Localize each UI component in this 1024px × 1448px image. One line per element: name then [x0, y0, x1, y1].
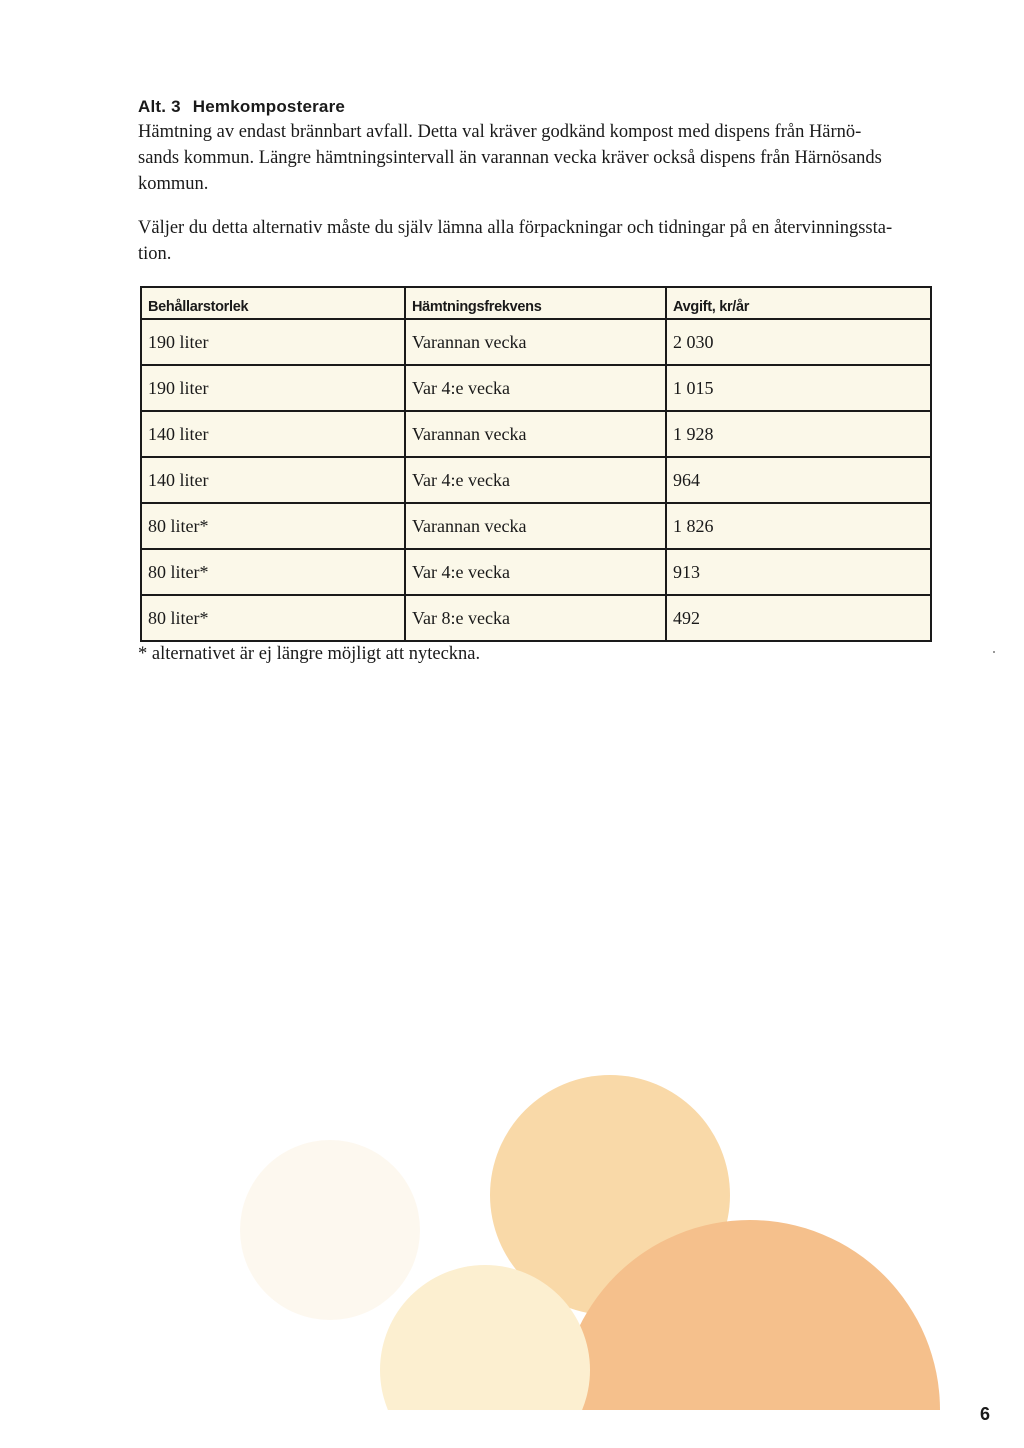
cell-size: 140 liter: [141, 457, 405, 503]
cell-fee: 2 030: [666, 319, 931, 365]
table-row: [141, 595, 931, 641]
section-heading: [138, 97, 345, 117]
decorative-circles: [0, 1040, 1024, 1448]
intro-line: Hämtning av endast brännbart avfall. Detta val kräver godkänd kompost med dispens från Härnö-: [138, 122, 862, 142]
faint-circle: [240, 1140, 420, 1320]
page-number: 6: [980, 1404, 991, 1424]
cell-fee: 492: [666, 595, 931, 641]
footnote: * alternativet är ej längre möjligt att nyteckna.: [138, 644, 481, 664]
table-row: [141, 503, 931, 549]
intro-line: kommun.: [138, 174, 209, 194]
header-container-size: Behållarstorlek: [141, 287, 405, 319]
stray-dot: [993, 651, 995, 653]
table-row: [141, 457, 931, 503]
cell-frequency: Varannan vecka: [405, 411, 666, 457]
table-row: [141, 365, 931, 411]
cell-fee: 964: [666, 457, 931, 503]
section-title: Hemkomposterare: [192, 97, 346, 116]
cell-size: 190 liter: [141, 319, 405, 365]
note-line: tion.: [138, 244, 172, 264]
cell-frequency: Var 8:e vecka: [405, 595, 666, 641]
cell-frequency: Var 4:e vecka: [405, 549, 666, 595]
cell-frequency: Var 4:e vecka: [405, 457, 666, 503]
cell-fee: 913: [666, 549, 931, 595]
cell-size: 80 liter*: [141, 503, 405, 549]
cell-frequency: Varannan vecka: [405, 503, 666, 549]
table-row: [141, 549, 931, 595]
cell-fee: 1 928: [666, 411, 931, 457]
note-line: Väljer du detta alternativ måste du själv lämna alla förpackningar och tidningar på en återvinningssta-: [138, 218, 893, 238]
cell-size: 80 liter*: [141, 549, 405, 595]
cell-size: 80 liter*: [141, 595, 405, 641]
table-row: [141, 319, 931, 365]
header-frequency: Hämtningsfrekvens: [405, 287, 666, 319]
cell-frequency: Var 4:e vecka: [405, 365, 666, 411]
section-label: Alt. 3: [138, 97, 181, 116]
fee-table: [140, 286, 932, 642]
cell-fee: 1 015: [666, 365, 931, 411]
table-row: [141, 411, 931, 457]
cell-fee: 1 826: [666, 503, 931, 549]
intro-paragraph: [138, 119, 938, 197]
header-fee: Avgift, kr/år: [666, 287, 931, 319]
cell-size: 140 liter: [141, 411, 405, 457]
note-paragraph: [138, 215, 938, 267]
table-header-row: [141, 287, 931, 319]
cell-size: 190 liter: [141, 365, 405, 411]
cell-frequency: Varannan vecka: [405, 319, 666, 365]
intro-line: sands kommun. Längre hämtningsintervall än varannan vecka kräver också dispens från Härnösands: [138, 148, 882, 168]
